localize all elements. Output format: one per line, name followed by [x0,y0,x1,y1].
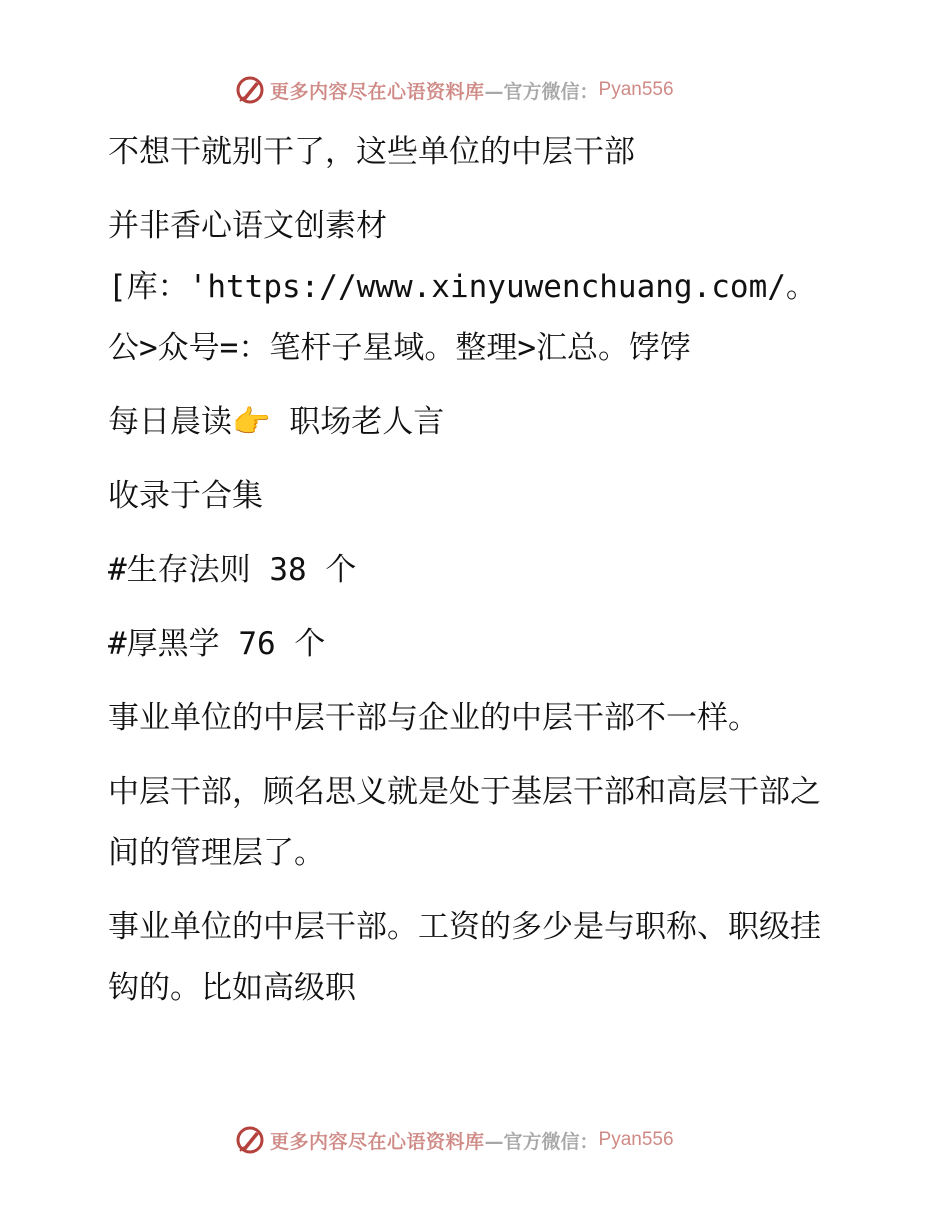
banner-wechat-id: Pyan556 [598,79,674,100]
quill-pen-logo-icon [234,74,266,106]
paragraph: 并非香心语文创素材[库：'https://www.xinyuwenchuang.com/。公>众号=：笔杆子星域。整理>汇总。饽饽 [108,208,817,366]
paragraph: #厚黑学 76 个 [108,626,326,662]
paragraph: #生存法则 38 个 [108,552,357,588]
banner-text: 更多内容尽在心语资料库 [270,1130,485,1153]
banner-text: 更多内容尽在心语资料库 [270,80,485,103]
paragraph: 不想干就别干了，这些单位的中层干部 [108,134,635,170]
paragraph: 中层干部，顾名思义就是处于基层干部和高层干部之间的管理层了。 [108,774,821,871]
paragraph: 事业单位的中层干部。工资的多少是与职称、职级挂钩的。比如高级职 [108,909,821,1006]
banner-wechat-id: Pyan556 [598,1129,674,1150]
banner-subtext: —官方微信： [484,80,599,103]
footer-banner [234,1120,674,1160]
banner-subtext: —官方微信： [484,1130,599,1153]
paragraph: 收录于合集 [108,478,263,514]
header-banner [234,70,674,110]
paragraph: 每日晨读👉 职场老人言 [108,404,445,440]
quill-pen-logo-icon [234,1124,266,1156]
paragraph: 事业单位的中层干部与企业的中层干部不一样。 [108,700,759,736]
document-body [98,122,838,1032]
